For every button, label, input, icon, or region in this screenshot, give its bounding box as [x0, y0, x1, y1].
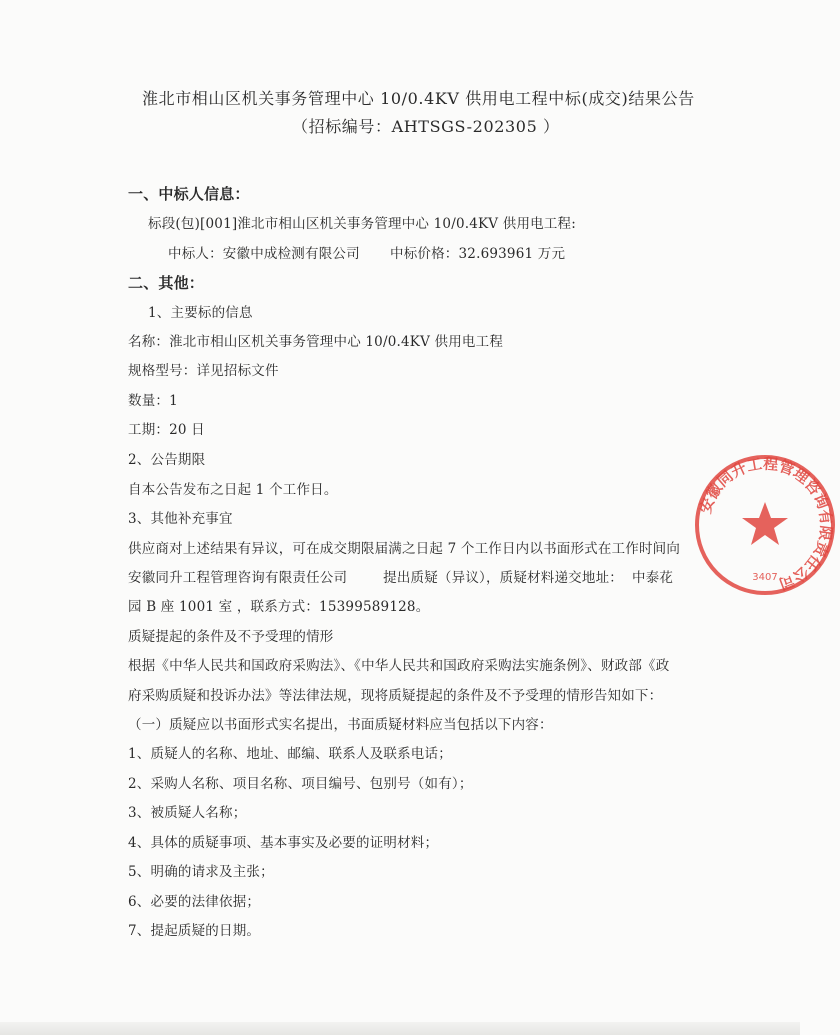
- lot-info: 标段(包)[001]淮北市相山区机关事务管理中心 10/0.4KV 供用电工程:: [148, 216, 576, 232]
- notice-period-text: 自本公告发布之日起 1 个工作日。: [128, 482, 338, 498]
- winner-name: 中标人：安徽中成检测有限公司: [168, 246, 360, 262]
- list-item: 4、具体的质疑事项、基本事实及必要的证明材料；: [128, 835, 439, 851]
- law-paragraph-line1: 根据《中华人民共和国政府采购法》、《中华人民共和国政府采购法实施条例》、财政部《政: [128, 658, 670, 674]
- winning-price: 中标价格：32.693961 万元: [390, 246, 566, 262]
- document-title: 淮北市相山区机关事务管理中心 10/0.4KV 供用电工程中标(成交)结果公告: [142, 89, 695, 108]
- tender-number: （招标编号：AHTSGS-202305 ）: [292, 117, 560, 136]
- item-period: 工期：20 日: [128, 422, 205, 438]
- item-spec: 规格型号：详见招标文件: [128, 363, 279, 379]
- objection-paragraph-line1: 供应商对上述结果有异议，可在成交期限届满之日起 7 个工作日内以书面形式在工作时间向: [128, 541, 681, 557]
- list-item: 1、质疑人的名称、地址、邮编、联系人及联系电话；: [128, 746, 452, 762]
- list-item: 6、必要的法律依据；: [128, 894, 261, 910]
- objection-paragraph-line3: 园 B 座 1001 室 ，联系方式：15399589128。: [128, 599, 430, 615]
- list-item: 7、提起质疑的日期。: [128, 923, 261, 939]
- svg-text:安徽同升工程管理咨询有限责任公司: 安徽同升工程管理咨询有限责任公司: [696, 454, 836, 594]
- subheading-notice-period: 2、公告期限: [128, 452, 206, 468]
- list-item: 3、被质疑人名称；: [128, 805, 247, 821]
- scan-edge: [0, 1022, 800, 1035]
- list-item: 2、采购人名称、项目名称、项目编号、包别号（如有）；: [128, 776, 473, 792]
- item-quantity: 数量：1: [128, 393, 178, 409]
- company-seal: [690, 450, 840, 600]
- subheading-supplementary: 3、其他补充事宜: [128, 511, 233, 527]
- law-paragraph-line2: 府采购质疑和投诉办法》等法律法规，现将质疑提起的条件及不予受理的情形告知如下：: [128, 688, 663, 704]
- svg-text:3407: 3407: [752, 572, 778, 583]
- conditions-title: 质疑提起的条件及不予受理的情形: [128, 629, 334, 645]
- section-heading-winner: 一、中标人信息：: [128, 185, 250, 203]
- objection-paragraph-line2: 安徽同升工程管理咨询有限责任公司 提出质疑（异议），质疑材料递交地址： 中泰花: [128, 570, 674, 586]
- section-heading-other: 二、其他：: [128, 274, 205, 292]
- item-name: 名称：淮北市相山区机关事务管理中心 10/0.4KV 供用电工程: [128, 334, 504, 350]
- list-item: 5、明确的请求及主张；: [128, 864, 274, 880]
- requirements-heading: （一）质疑应以书面形式实名提出，书面质疑材料应当包括以下内容：: [128, 717, 553, 733]
- subheading-main-info: 1、主要标的信息: [148, 305, 253, 321]
